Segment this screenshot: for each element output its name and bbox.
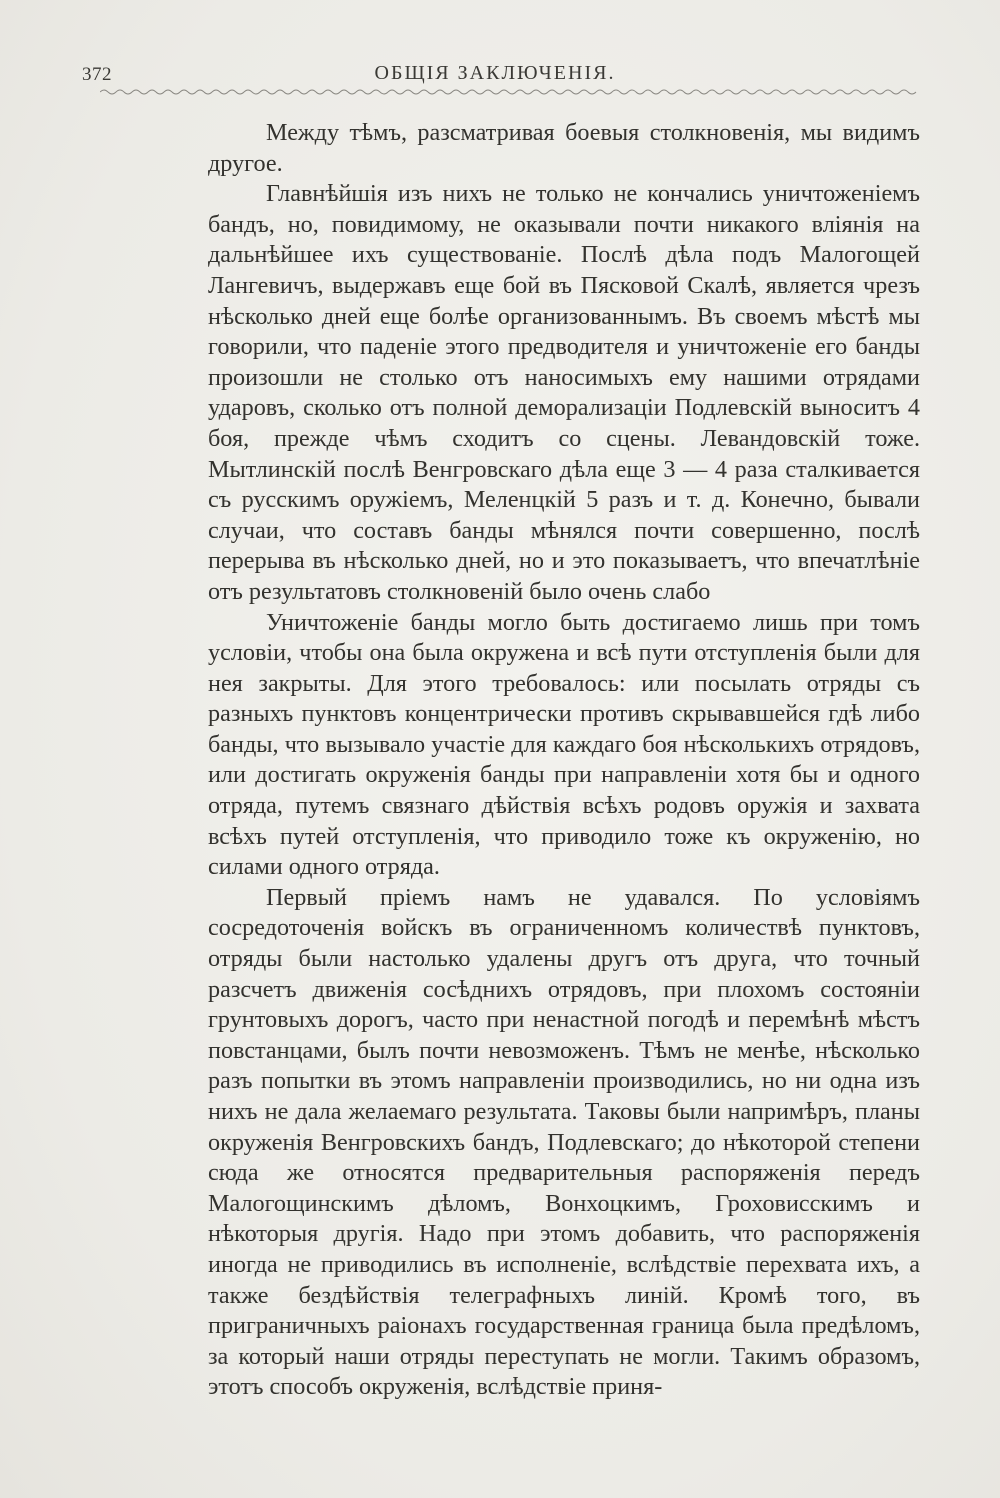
page-header [70, 58, 920, 88]
paragraph-3: Уничтоженіе банды могло быть достигаемо лишь при томъ условіи, чтобы она была окружена и всѣ пути отступленія были для нея закрыты. Для этого требовалось: или посылать отряды съ разныхъ пунктовъ концентрически противъ скрывавшейся гдѣ либо банды, что вызывало участіе для каждаго боя нѣсколькихъ отрядовъ, или достигать окруженія банды при направленіи хотя бы и одного отряда, путемъ связнаго дѣйствія всѣхъ родовъ оружія и захвата всѣхъ путей отступленія, что приводило тоже къ окруженію, но силами одного отряда. [208, 608, 920, 881]
page-number: 372 [82, 64, 112, 85]
decorative-wavy-rule [100, 86, 920, 98]
paragraph-4: Первый пріемъ намъ не удавался. По условіямъ сосредоточенія войскъ въ ограниченномъ количествѣ пунктовъ, отряды были настолько удалены другъ отъ друга, что точный разсчетъ движенія сосѣднихъ отрядовъ, при плохомъ состояніи грунтовыхъ дорогъ, часто при ненастной погодѣ и перемѣнѣ мѣстъ повстанцами, былъ почти невозможенъ. Тѣмъ не менѣе, нѣсколько разъ попытки въ этомъ направленіи производились, но ни одна изъ нихъ не дала желаемаго результата. Таковы были напримѣръ, планы окруженія Венгровскихъ бандъ, Подлевскаго; до нѣкоторой степени сюда же относятся предварительныя распоряженія передъ Малогощинскимъ дѣломъ, Вонхоцкимъ, Гроховисскимъ и нѣкоторыя другія. Надо при этомъ добавить, что распоряженія иногда не приводились въ исполненіе, вслѣдствіе перехвата ихъ, а также бездѣйствія телеграфныхъ линій. Кромѣ того, въ приграничныхъ раіонахъ государственная граница была предѣломъ, за который наши отряды переступать не могли. Такимъ образомъ, этотъ способъ окруженія, вслѣдствіе приня- [208, 883, 920, 1401]
paragraph-2: Главнѣйшія изъ нихъ не только не кончались уничтоженіемъ бандъ, но, повидимому, не оказывали почти никакого вліянія на дальнѣйшее ихъ существованіе. Послѣ дѣла подъ Малогощей Лангевичъ, выдержавъ еще бой въ Пясковой Скалѣ, является чрезъ нѣсколько дней еще болѣе организованнымъ. Въ своемъ мѣстѣ мы говорили, что паденіе этого предводителя и уничтоженіе его банды произошли не столько отъ наносимыхъ ему нашими отрядами ударовъ, сколько отъ полной деморализаціи Подлевскій выноситъ 4 боя, прежде чѣмъ сходитъ со сцены. Левандовскій тоже. Мытлинскій послѣ Венгровскаго дѣла еще 3 — 4 раза сталкивается съ русскимъ оружіемъ, Меленцкій 5 разъ и т. д. Конечно, бывали случаи, что составъ банды мѣнялся почти совершенно, послѣ перерыва въ нѣсколько дней, но и это показываетъ, что впечатлѣніе отъ результатовъ столкновеній было очень слабо [208, 180, 920, 605]
paragraph-1: Между тѣмъ, разсматривая боевыя столкновенія, мы видимъ другое. [208, 119, 920, 177]
body-text [208, 118, 920, 1403]
running-title: ОБЩІЯ ЗАКЛЮЧЕНІЯ. [374, 62, 616, 84]
